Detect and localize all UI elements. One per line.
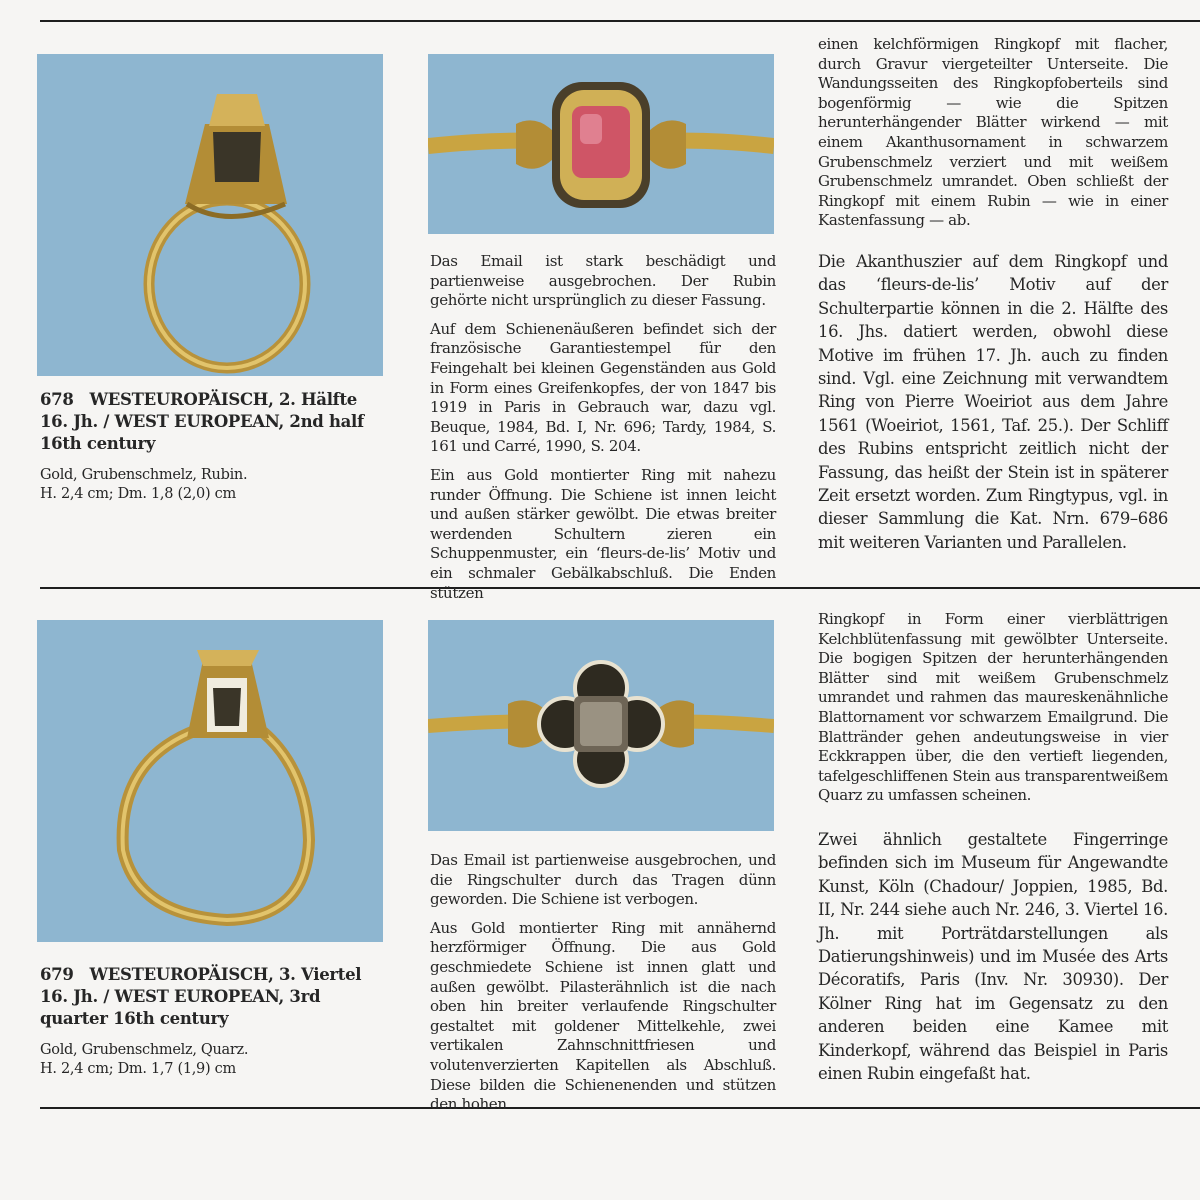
entry-678-col3-paragraph: einen kelchförmigen Ringkopf mit flacher, durch Gravur viergeteilter Unterseite. Die Wandungsseiten des Ringkopfoberteils sind bogenförmig — wie die Spitzen herunterhängender Blätter wirkend — mit einem Akanthusornament in schwarzem Grubenschmelz verziert und mit weißem Grubenschmelz umrandet. Oben schließt der Ringkopf mit einem Rubin — wie in einer Kastenfassung — ab. (818, 35, 1168, 230)
entry-678-column-3 (818, 35, 1168, 566)
entry-678-caption (40, 389, 385, 503)
entry-678-title (40, 389, 385, 455)
ring-679-side-photo (37, 620, 383, 942)
ring-678-side-photo (37, 54, 383, 376)
entry-678-number: 678 (40, 390, 74, 409)
entry-679-col3-paragraph: Zwei ähnlich gestaltete Fingerringe befinden sich im Museum für Angewandte Kunst, Köln (Chadour/ Joppien, 1985, Bd. II, Nr. 244 siehe auch Nr. 246, 3. Viertel 16. Jh. mit Porträtdarstellungen als Datierungshinweis) und im Musée des Arts Décoratifs, Paris (Inv. Nr. 30930). Der Kölner Ring hat im Gegensatz zu den anderen beiden eine Kamee mit Kinderkopf, während das Beispiel in Paris einen Rubin eingefaßt hat. (818, 829, 1168, 1083)
entry-679-column-3 (818, 610, 1168, 1097)
ring-679-top-photo (428, 620, 774, 831)
entry-678-col2-paragraph: Das Email ist stark beschädigt und partienweise ausgebrochen. Der Rubin gehörte nicht ursprünglich zu dieser Fassung. (430, 252, 776, 310)
entry-679-dimensions: H. 2,4 cm; Dm. 1,7 (1,9) cm (40, 1060, 236, 1077)
entry-679-title-text: WESTEUROPÄISCH, 3. Viertel 16. Jh. / WEST EUROPEAN, 3rd quarter 16th century (40, 965, 362, 1028)
entry-679-number: 679 (40, 965, 74, 984)
entry-679-column-2 (430, 851, 776, 1124)
entry-679-col3-paragraph: Ringkopf in Form einer vierblättrigen Kelchblütenfassung mit gewölbter Unterseite. Die bogigen Spitzen der herunterhängenden Blätter sind mit weißem Grubenschmelz umrandet und rahmen das maureskenähnliche Blattornament vor schwarzem Emailgrund. Die Blattränder gehen andeutungsweise in vier Eckkrappen über, die den vertieft liegenden, tafelgeschliffenen Stein aus transparentweißem Quarz zu umfassen scheinen. (818, 610, 1168, 805)
entry-678-col3-paragraph: Die Akanthuszier auf dem Ringkopf und das ‘fleurs-de-lis’ Motiv auf der Schulterpartie können in die 2. Hälfte des 16. Jhs. datiert werden, obwohl diese Motive im frühen 17. Jh. auch zu finden sind. Vgl. eine Zeichnung mit verwandtem Ring von Pierre Woeiriot aus dem Jahre 1561 (Woeiriot, 1561, Taf. 25.). Der Schliff des Rubins entspricht zeitlich nicht der Fassung, das heißt der Stein ist in späterer Zeit ersetzt worden. Zum Ringtypus, vgl. in dieser Sammlung die Kat. Nrn. 679–686 mit weiteren Varianten und Parallelen. (818, 251, 1168, 552)
entry-679-material: Gold, Grubenschmelz, Quarz. (40, 1042, 249, 1058)
entry-679-col2-paragraph: Das Email ist partienweise ausgebrochen, und die Ringschulter durch das Tragen dünn geworden. Die Schiene ist verbogen. (430, 851, 776, 909)
ring-678-top-photo (428, 54, 774, 234)
entry-678-title-text: WESTEUROPÄISCH, 2. Hälfte 16. Jh. / WEST EUROPEAN, 2nd half 16th century (40, 390, 364, 453)
entry-679-title (40, 964, 385, 1030)
entry-679-col2-paragraph: Aus Gold montierter Ring mit annähernd herzförmiger Öffnung. Die aus Gold geschmiedete Schiene ist innen glatt und außen gewölbt. Pilasterähnlich ist die nach oben hin breiter verlaufende Ringschulter gestaltet mit goldener Mittelkehle, zwei vertikalen Zahnschnittfriesen und volutenverzierten Kapitellen als Abschluß. Diese bilden die Schienenenden und stützen den hohen (430, 918, 776, 1114)
entry-678-col2-paragraph: Ein aus Gold montierter Ring mit nahezu runder Öffnung. Die Schiene ist innen leicht und außen stärker gewölbt. Die etwas breiter werdenden Schultern zieren ein Schuppenmuster, ein ‘fleurs-de-lis’ Motiv und ein schmaler Gebälkabschluß. Die Enden stützen (430, 465, 776, 602)
entry-679-caption (40, 964, 385, 1078)
top-rule (40, 20, 1200, 22)
entry-678-dimensions: H. 2,4 cm; Dm. 1,8 (2,0) cm (40, 485, 236, 502)
entry-678-material: Gold, Grubenschmelz, Rubin. (40, 467, 248, 483)
entry-678-column-2 (430, 252, 776, 612)
entry-678-col2-paragraph: Auf dem Schienenäußeren befindet sich der französische Garantiestempel für den Feingehalt bei kleinen Gegenständen aus Gold in Form eines Greifenkopfes, der von 1847 bis 1919 in Paris in Gebrauch war, dazu vgl. Beuque, 1984, Bd. I, Nr. 696; Tardy, 1984, S. 161 und Carré, 1990, S. 204. (430, 319, 776, 456)
